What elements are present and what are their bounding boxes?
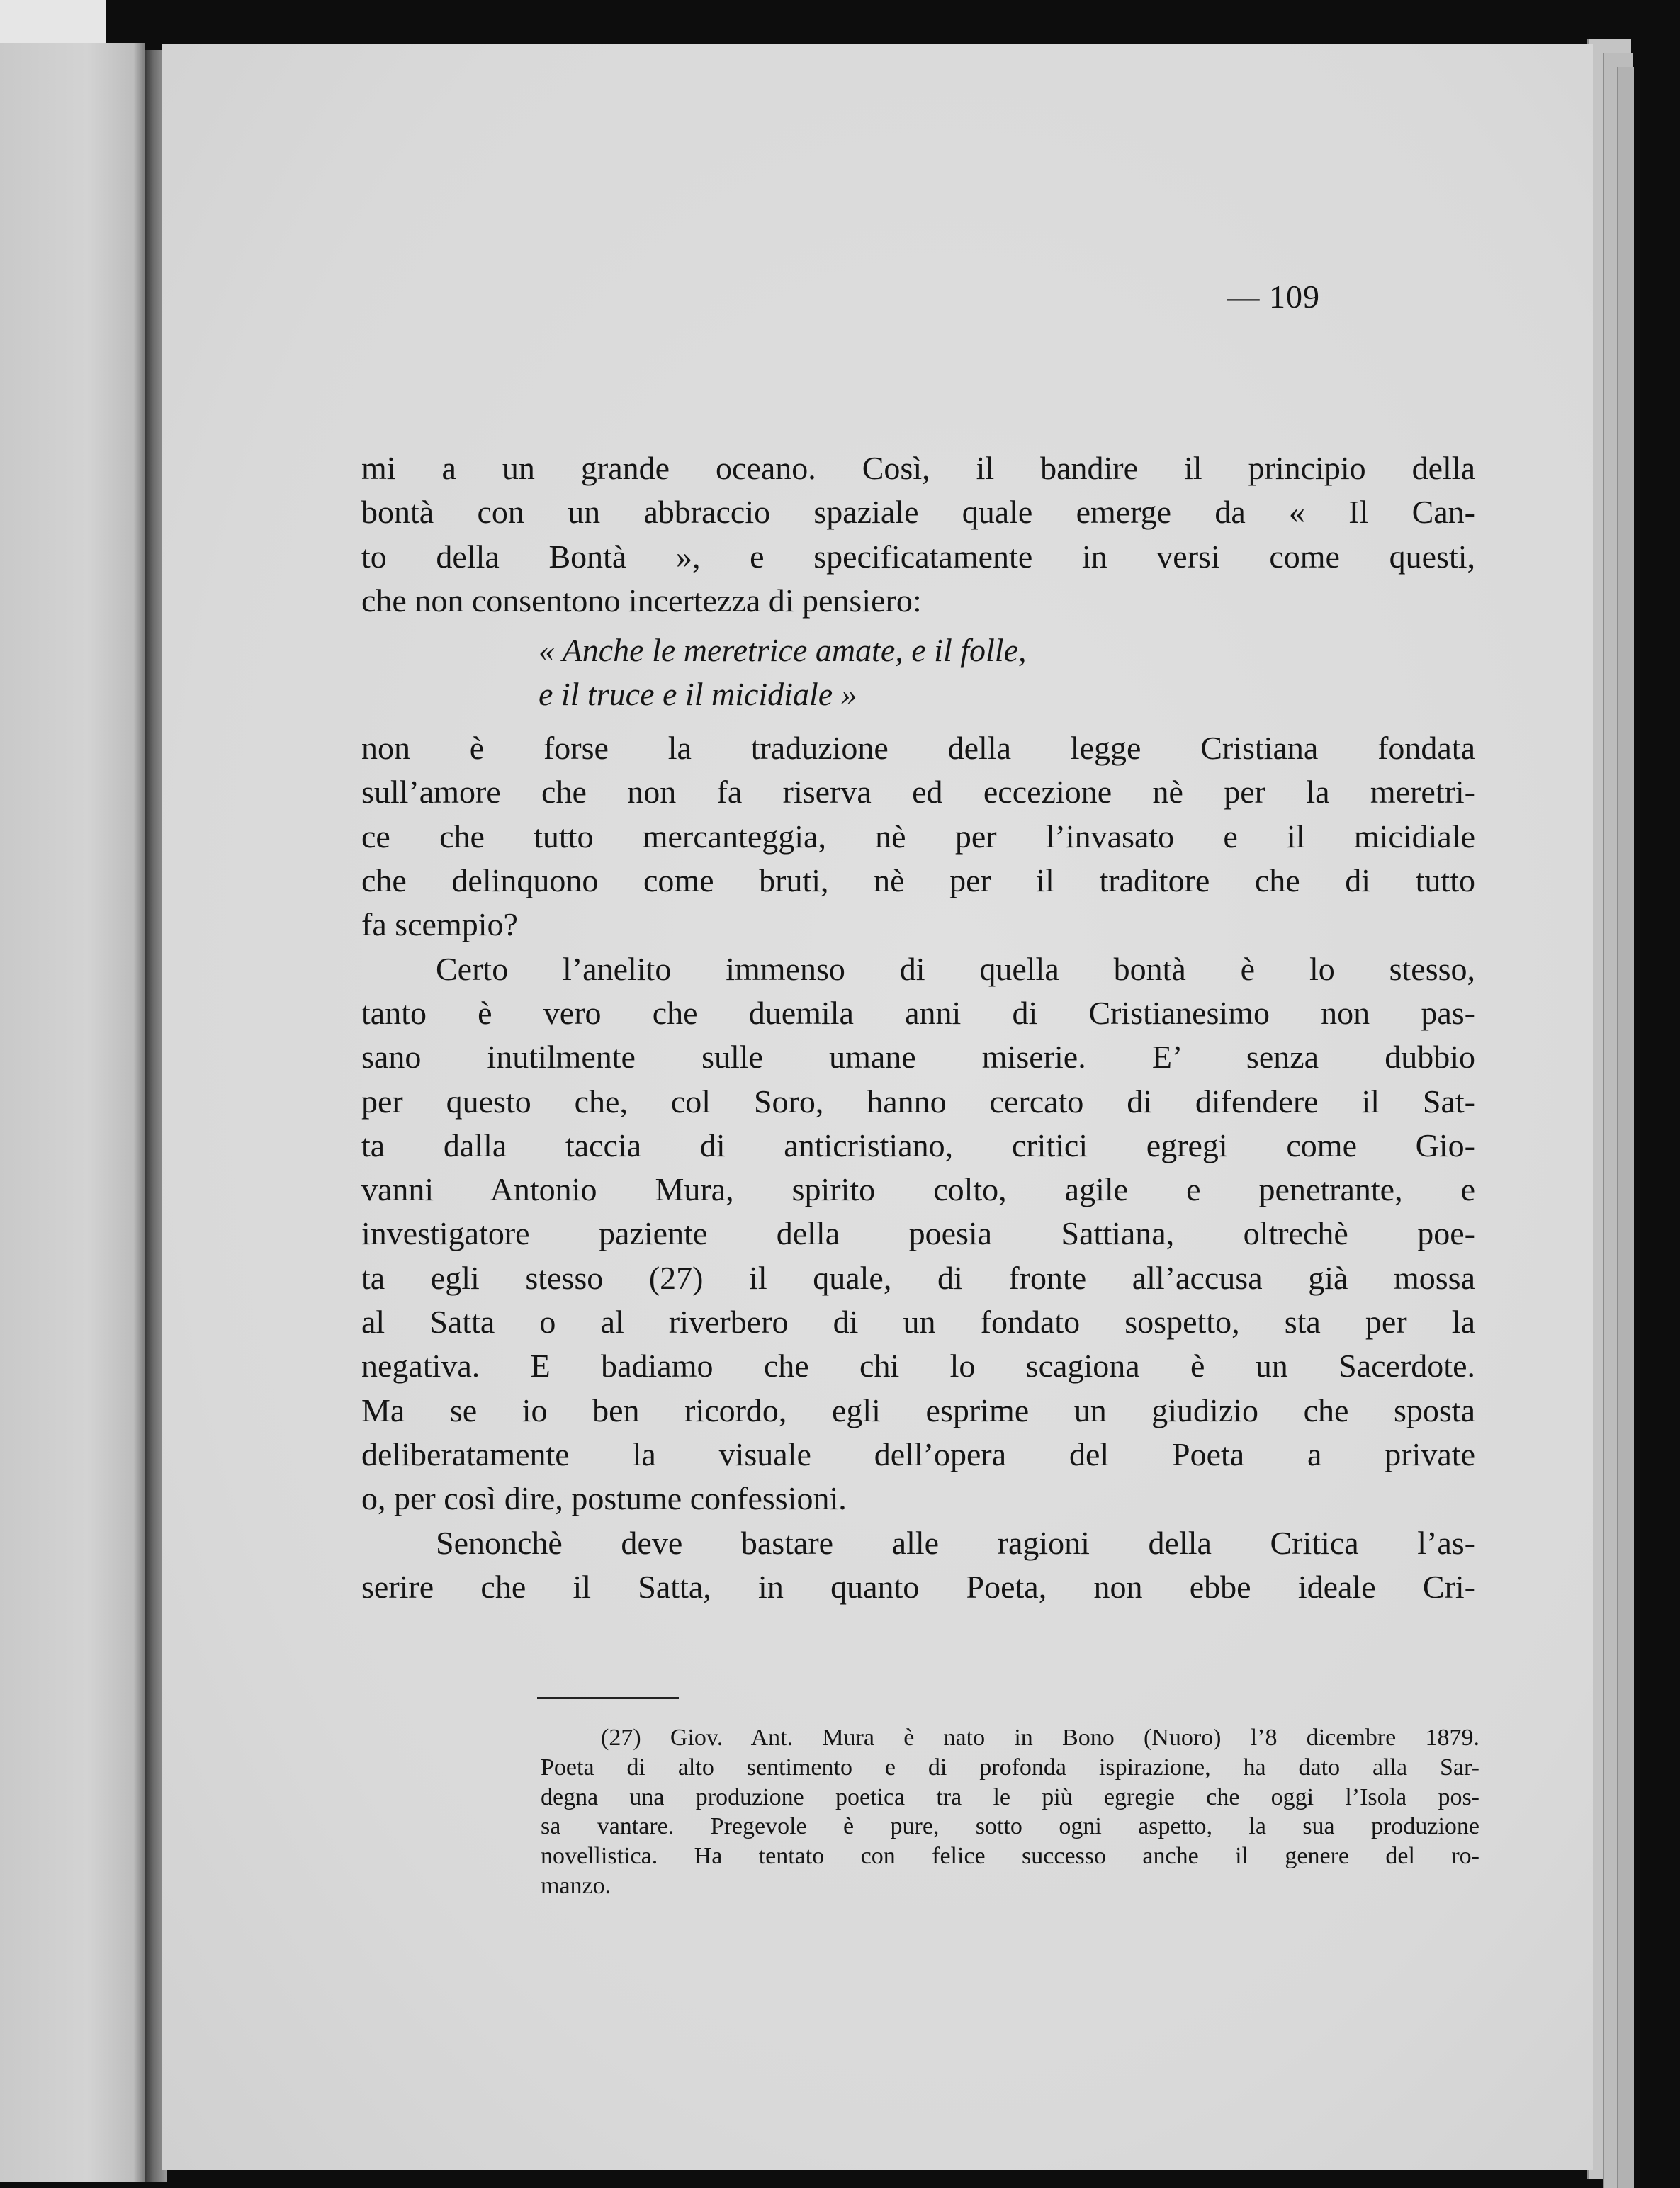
text-line: to della Bontà », e specificatamente in versi come questi, [361, 538, 1475, 575]
text-line: sull’amore che non fa riserva ed eccezione nè per la meretri- [361, 774, 1475, 811]
footnote-line: novellistica. Ha tentato con felice successo anche il genere del ro- [541, 1843, 1479, 1870]
text-line: ta dalla taccia di anticristiano, critici egregi come Gio- [361, 1127, 1475, 1163]
text-line: mi a un grande oceano. Così, il bandire il principio della [361, 450, 1475, 486]
text-line: serire che il Satta, in quanto Poeta, non ebbe ideale Cri- [361, 1568, 1475, 1605]
text-line: deliberatamente la visuale dell’opera del Poeta a private [361, 1436, 1475, 1472]
text-line: non è forse la traduzione della legge Cristiana fondata [361, 730, 1475, 767]
left-page-edge [0, 43, 145, 2182]
page-stack-edge [1617, 67, 1634, 2188]
text-line: che delinquono come bruti, nè per il traditore che di tutto [361, 862, 1475, 899]
text-line: tanto è vero che duemila anni di Cristianesimo non pas- [361, 994, 1475, 1031]
text-line: Ma se io ben ricordo, egli esprime un giudizio che sposta [361, 1392, 1475, 1428]
body-text [361, 446, 1475, 1609]
text-line: per questo che, col Soro, hanno cercato di difendere il Sat- [361, 1083, 1475, 1120]
verse-line: e il truce e il micidiale » [539, 676, 857, 713]
verse-line: « Anche le meretrice amate, e il folle, [539, 632, 1027, 669]
paragraph-2 [361, 726, 1475, 947]
text-line: al Satta o al riverbero di un fondato sospetto, sta per la [361, 1304, 1475, 1341]
footnote-line: sa vantare. Pregevole è pure, sotto ogni aspetto, la sua produzione [541, 1813, 1479, 1840]
paragraph-4 [361, 1521, 1475, 1610]
text-line: investigatore paziente della poesia Sattiana, oltrechè poe- [361, 1215, 1475, 1252]
paragraph-1 [361, 446, 1475, 623]
footnote-line: Poeta di alto sentimento e di profonda ispirazione, ha dato alla Sar- [541, 1754, 1479, 1781]
text-line: bontà con un abbraccio spaziale quale emerge da « Il Can- [361, 494, 1475, 531]
footnote-line: manzo. [541, 1872, 611, 1899]
footnote-27 [541, 1723, 1479, 1901]
book-page [162, 44, 1593, 2170]
text-line: o, per così dire, postume confessioni. [361, 1480, 847, 1517]
footnote-line: degna una produzione poetica tra le più egregie che oggi l’Isola pos- [541, 1783, 1479, 1810]
text-line: sano inutilmente sulle umane miserie. E’ senza dubbio [361, 1039, 1475, 1076]
footnote-separator [537, 1697, 679, 1699]
text-line: Certo l’anelito immenso di quella bontà è lo stesso, [436, 950, 1475, 987]
text-line: ce che tutto mercanteggia, nè per l’invasato e il micidiale [361, 818, 1475, 855]
page-number: — 109 [1227, 278, 1320, 315]
text-line: fa scempio? [361, 906, 518, 943]
footnote-line: (27) Giov. Ant. Mura è nato in Bono (Nuoro) l’8 dicembre 1879. [601, 1725, 1479, 1751]
left-page-corner [0, 0, 106, 44]
text-line: Senonchè deve bastare alle ragioni della Critica l’as- [436, 1524, 1475, 1561]
verse-quotation [539, 628, 1475, 716]
paragraph-3 [361, 947, 1475, 1521]
text-line: vanni Antonio Mura, spirito colto, agile e penetrante, e [361, 1171, 1475, 1208]
text-line: che non consentono incertezza di pensiero: [361, 582, 922, 619]
text-line: ta egli stesso (27) il quale, di fronte all’accusa già mossa [361, 1259, 1475, 1296]
text-line: negativa. E badiamo che chi lo scagiona è un Sacerdote. [361, 1348, 1475, 1385]
